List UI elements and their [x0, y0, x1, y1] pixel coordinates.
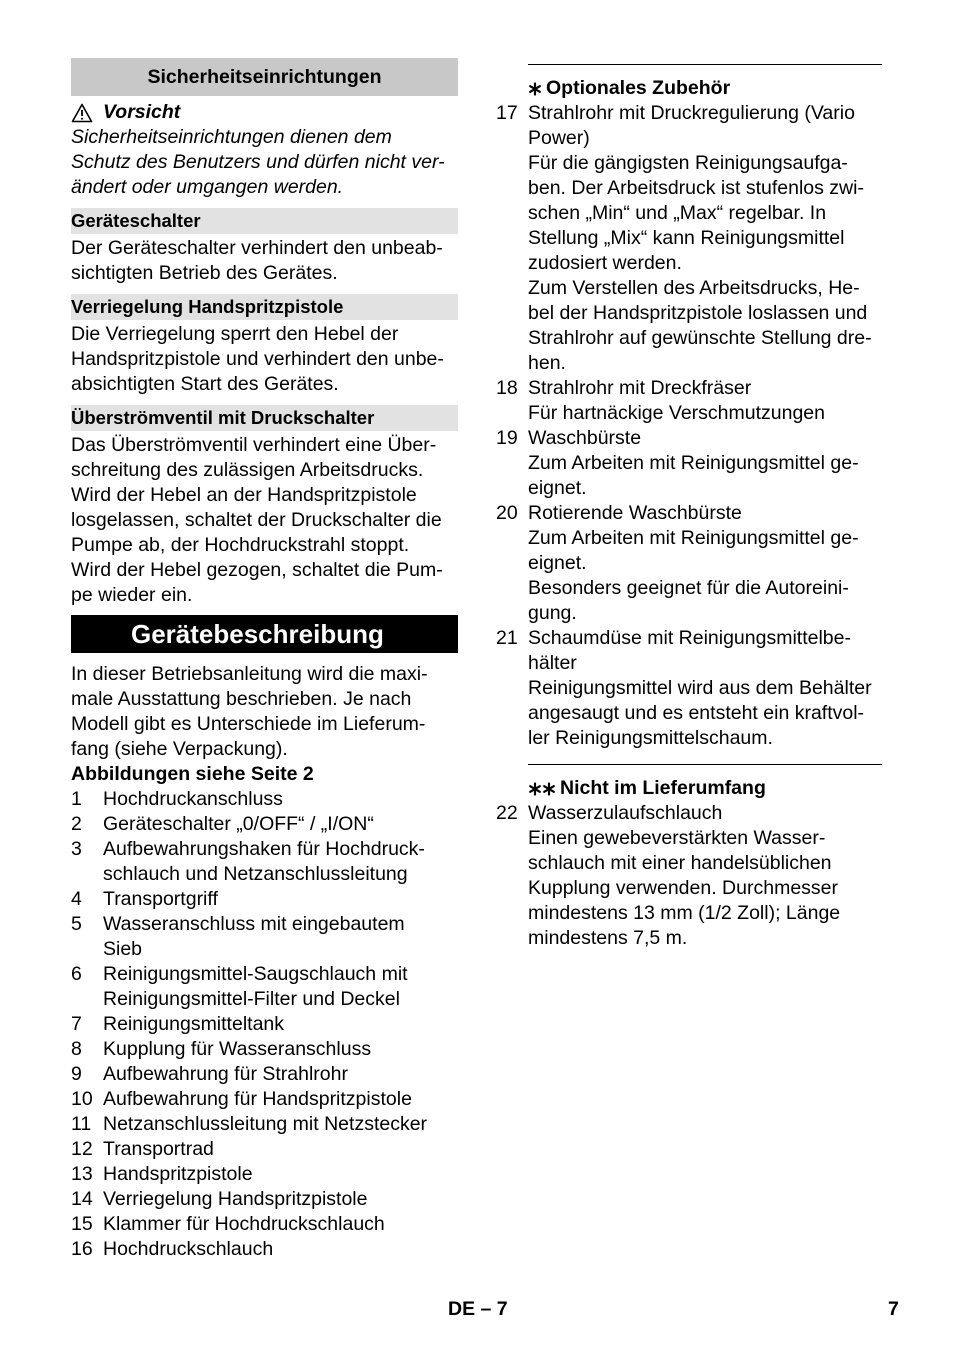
text-line: Einen gewebeverstärkten Wasser-	[528, 827, 826, 849]
list-item-number: 17	[496, 102, 518, 124]
list-item-text	[103, 962, 458, 1012]
list-item-text	[103, 787, 458, 812]
list-item-number: 6	[71, 963, 82, 985]
list-item-number: 20	[496, 502, 518, 524]
subheading-gun-lock: Verriegelung Handspritzpistole	[71, 294, 458, 320]
list-item-text	[103, 1112, 458, 1137]
text-line: Pumpe ab, der Hochdruckstrahl stoppt.	[71, 534, 410, 556]
text-line: eignet.	[528, 477, 587, 499]
list-item	[496, 626, 886, 751]
text-line: Klammer für Hochdruckschlauch	[103, 1213, 385, 1235]
list-item-text	[103, 1037, 458, 1062]
subheading-device-switch: Geräteschalter	[71, 208, 458, 234]
asterisk-icon	[528, 82, 542, 96]
text-line: Aufbewahrung für Strahlrohr	[103, 1063, 348, 1085]
list-item	[71, 787, 458, 812]
text-line: Strahlrohr auf gewünschte Stellung dre-	[528, 327, 872, 349]
intro-paragraph	[71, 662, 458, 762]
text-line: Wasseranschluss mit eingebautem	[103, 913, 405, 935]
paragraph-overflow-valve	[71, 433, 458, 608]
text-line: Reinigungsmittel-Filter und Deckel	[103, 988, 400, 1010]
text-line: losgelassen, schaltet der Druckschalter die	[71, 509, 442, 531]
text-line: male Ausstattung beschrieben. Je nach	[71, 688, 412, 710]
text-line: Netzanschlussleitung mit Netzstecker	[103, 1113, 428, 1135]
text-line: Power)	[528, 127, 590, 149]
text-line: Reinigungsmittel wird aus dem Behälter	[528, 677, 872, 699]
list-item-number: 1	[71, 788, 82, 810]
text-line: schen „Min“ und „Max“ regelbar. In	[528, 202, 827, 224]
text-line: schreitung des zulässigen Arbeitsdrucks.	[71, 459, 424, 481]
text-line: Besonders geeignet für die Autoreini-	[528, 577, 849, 599]
text-line: Rotierende Waschbürste	[528, 502, 742, 524]
caution-heading	[71, 100, 458, 125]
list-item-number: 19	[496, 427, 518, 449]
list-item	[71, 887, 458, 912]
right-column	[496, 58, 886, 951]
text-line: Aufbewahrungshaken für Hochdruck-	[103, 838, 425, 860]
text-line: Waschbürste	[528, 427, 642, 449]
list-item-text	[103, 1212, 458, 1237]
text-line: Zum Verstellen des Arbeitsdrucks, He-	[528, 277, 860, 299]
list-item-text	[528, 376, 886, 426]
subheading-overflow-valve: Überströmventil mit Druckschalter	[71, 405, 458, 431]
text-line: Handspritzpistole und verhindert den unbe-	[71, 348, 444, 370]
text-line: bel der Handspritzpistole loslassen und	[528, 302, 868, 324]
text-line: zudosiert werden.	[528, 252, 682, 274]
text-line: In dieser Betriebsanleitung wird die maxi-	[71, 663, 428, 685]
text-line: Reinigungsmittel-Saugschlauch mit	[103, 963, 408, 985]
text-line: Stellung „Mix“ kann Reinigungsmittel	[528, 227, 845, 249]
page-footer-label: DE – 7	[448, 1298, 508, 1320]
text-line: ler Reinigungsmittelschaum.	[528, 727, 773, 749]
list-item-number: 16	[71, 1238, 93, 1260]
text-line: schlauch mit einer handelsüblichen	[528, 852, 832, 874]
list-item-text	[528, 801, 886, 951]
text-line: Schutz des Benutzers und dürfen nicht ver-	[71, 151, 445, 173]
text-line: Wird der Hebel gezogen, schaltet die Pum-	[71, 559, 443, 581]
page-number: 7	[888, 1298, 899, 1320]
list-item-number: 9	[71, 1063, 82, 1085]
text-line: Kupplung verwenden. Durchmesser	[528, 877, 839, 899]
figures-reference: Abbildungen siehe Seite 2	[71, 763, 314, 785]
text-line: ändert oder umgangen werden.	[71, 176, 344, 198]
double-asterisk-icon	[528, 782, 556, 796]
text-line: absichtigten Start des Gerätes.	[71, 373, 339, 395]
list-item	[496, 426, 886, 501]
text-line: mindestens 13 mm (1/2 Zoll); Länge	[528, 902, 841, 924]
list-item-number: 15	[71, 1213, 93, 1235]
list-item	[71, 1212, 458, 1237]
main-heading-device-description: Gerätebeschreibung	[71, 615, 458, 653]
list-item	[496, 101, 886, 376]
list-item-number: 12	[71, 1138, 93, 1160]
list-item	[71, 1237, 458, 1262]
list-item	[71, 1037, 458, 1062]
list-item-text	[103, 1012, 458, 1037]
text-line: Handspritzpistole	[103, 1163, 253, 1185]
list-item-text	[103, 1162, 458, 1187]
list-item-text	[103, 1187, 458, 1212]
list-item-text	[103, 912, 458, 962]
list-item-number: 11	[71, 1113, 92, 1135]
list-item-text	[528, 626, 886, 751]
text-line: Das Überströmventil verhindert eine Über-	[71, 434, 437, 456]
list-item	[496, 801, 886, 951]
list-item-number: 3	[71, 838, 82, 860]
text-line: hälter	[528, 652, 577, 674]
list-item-number: 2	[71, 813, 82, 835]
text-line: Kupplung für Wasseranschluss	[103, 1038, 372, 1060]
list-item	[71, 1137, 458, 1162]
caution-text	[71, 125, 458, 200]
text-line: Transportrad	[103, 1138, 214, 1160]
list-item	[496, 376, 886, 426]
list-item	[71, 1187, 458, 1212]
list-item-number: 5	[71, 913, 82, 935]
section-title-safety: Sicherheitseinrichtungen	[71, 58, 458, 96]
text-line: Hochdruckanschluss	[103, 788, 283, 810]
text-line: ben. Der Arbeitsdruck ist stufenlos zwi-	[528, 177, 864, 199]
text-line: Hochdruckschlauch	[103, 1238, 274, 1260]
list-item-text	[528, 501, 886, 626]
text-line: fang (siehe Verpackung).	[71, 738, 288, 760]
optional-accessories-heading	[528, 76, 886, 101]
list-item-text	[528, 101, 886, 376]
list-item-number: 22	[496, 802, 518, 824]
optional-accessories-list	[496, 101, 886, 751]
text-line: Für die gängigsten Reinigungsaufga-	[528, 152, 848, 174]
caution-label: Vorsicht	[103, 101, 181, 123]
not-included-heading	[528, 776, 886, 801]
list-item-text	[103, 812, 458, 837]
list-item-number: 14	[71, 1188, 93, 1210]
text-line: Sieb	[103, 938, 143, 960]
list-item	[71, 1012, 458, 1037]
text-line: Aufbewahrung für Handspritzpistole	[103, 1088, 412, 1110]
divider-line	[528, 64, 882, 65]
paragraph-device-switch	[71, 236, 458, 286]
list-item-text	[103, 837, 458, 887]
text-line: Zum Arbeiten mit Reinigungsmittel ge-	[528, 452, 859, 474]
text-line: Reinigungsmitteltank	[103, 1013, 285, 1035]
list-item	[71, 812, 458, 837]
text-line: Wasserzulaufschlauch	[528, 802, 723, 824]
list-item-text	[103, 1237, 458, 1262]
text-line: hen.	[528, 352, 566, 374]
text-line: schlauch und Netzanschlussleitung	[103, 863, 408, 885]
text-line: Strahlrohr mit Dreckfräser	[528, 377, 752, 399]
list-item	[71, 1087, 458, 1112]
list-item-number: 10	[71, 1088, 93, 1110]
text-line: Transportgriff	[103, 888, 218, 910]
list-item-number: 7	[71, 1013, 82, 1035]
text-line: sichtigten Betrieb des Gerätes.	[71, 262, 338, 284]
list-item	[71, 1162, 458, 1187]
paragraph-gun-lock	[71, 322, 458, 397]
not-included-title: Nicht im Lieferumfang	[560, 777, 766, 799]
list-item-text	[528, 426, 886, 501]
warning-triangle-icon	[71, 103, 93, 123]
list-item-number: 4	[71, 888, 82, 910]
text-line: Verriegelung Handspritzpistole	[103, 1188, 368, 1210]
list-item	[71, 912, 458, 962]
text-line: eignet.	[528, 552, 587, 574]
text-line: Schaumdüse mit Reinigungsmittelbe-	[528, 627, 851, 649]
not-included-list	[496, 801, 886, 951]
list-item-text	[103, 1137, 458, 1162]
optional-accessories-title: Optionales Zubehör	[546, 77, 731, 99]
text-line: Zum Arbeiten mit Reinigungsmittel ge-	[528, 527, 859, 549]
text-line: Sicherheitseinrichtungen dienen dem	[71, 126, 392, 148]
divider-line	[528, 764, 882, 765]
text-line: Strahlrohr mit Druckregulierung (Vario	[528, 102, 855, 124]
list-item	[496, 501, 886, 626]
list-item	[71, 962, 458, 1012]
list-item-text	[103, 1062, 458, 1087]
list-item	[71, 837, 458, 887]
list-item-text	[103, 1087, 458, 1112]
list-item-number: 18	[496, 377, 518, 399]
component-list	[71, 787, 458, 1262]
text-line: Der Geräteschalter verhindert den unbeab-	[71, 237, 443, 259]
list-item-text	[103, 887, 458, 912]
text-line: Für hartnäckige Verschmutzungen	[528, 402, 825, 424]
text-line: Modell gibt es Unterschiede im Lieferum-	[71, 713, 426, 735]
text-line: Wird der Hebel an der Handspritzpistole	[71, 484, 417, 506]
text-line: gung.	[528, 602, 577, 624]
list-item-number: 8	[71, 1038, 82, 1060]
list-item-number: 13	[71, 1163, 93, 1185]
text-line: mindestens 7,5 m.	[528, 927, 688, 949]
left-column	[71, 58, 458, 1262]
text-line: angesaugt und es entsteht ein kraftvol-	[528, 702, 865, 724]
list-item-number: 21	[496, 627, 518, 649]
list-item	[71, 1062, 458, 1087]
text-line: Geräteschalter „0/OFF“ / „I/ON“	[103, 813, 374, 835]
text-line: pe wieder ein.	[71, 584, 193, 606]
list-item	[71, 1112, 458, 1137]
text-line: Die Verriegelung sperrt den Hebel der	[71, 323, 399, 345]
